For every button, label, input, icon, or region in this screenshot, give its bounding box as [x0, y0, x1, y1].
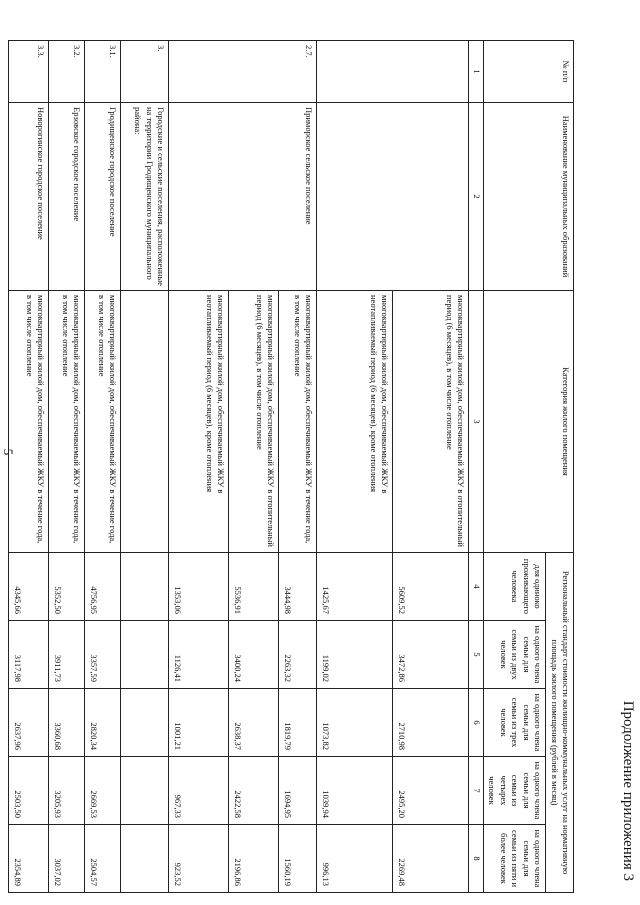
- housing-category: многоквартирный жилой дом, обеспечиваемый ЖКУ в отопительный период (6 месяцев), в том числе отопление: [229, 291, 279, 553]
- municipality-name: [393, 103, 469, 291]
- municipality-name: Гродищенское городское поселение: [85, 103, 121, 291]
- housing-category: многоквартирный жилой дом, обеспечиваемый ЖКУ в неотапливаемый период (6 месяцев), кроме отопления: [169, 291, 229, 553]
- value-cell: 3357,59: [85, 621, 121, 689]
- table-row: [279, 41, 317, 893]
- table-row: [121, 41, 169, 893]
- row-number: 3.2.: [49, 41, 85, 103]
- value-cell: 3911,73: [49, 621, 85, 689]
- rates-table: [8, 40, 574, 893]
- value-cell: 1126,41: [169, 621, 229, 689]
- header-sub: на одного члена семьи для семьи из пяти и более человек: [483, 825, 545, 893]
- value-cell: 5609,52: [393, 553, 469, 621]
- municipality-name: [229, 103, 279, 291]
- header-category: Категория жилого помещения: [483, 291, 573, 553]
- column-index: 1: [469, 41, 483, 103]
- municipality-name: Приморское сельское поселение: [279, 103, 317, 291]
- row-number: 3.: [121, 41, 169, 103]
- header-sub: на одного члена семьи для семьи из трех человек: [483, 689, 545, 757]
- municipality-name: Ерзовское городское поселение: [49, 103, 85, 291]
- value-cell: 2637,96: [9, 689, 49, 757]
- row-number: 2.7.: [279, 41, 317, 103]
- value-cell: 1199,02: [317, 621, 393, 689]
- table-row: [229, 41, 279, 893]
- value-cell: 2710,98: [393, 689, 469, 757]
- value-cell: 2196,86: [229, 825, 279, 893]
- row-number: [229, 41, 279, 103]
- value-cell: 3037,02: [49, 825, 85, 893]
- value-cell: 967,33: [169, 757, 229, 825]
- value-cell: 3472,86: [393, 621, 469, 689]
- value-cell: 2263,32: [279, 621, 317, 689]
- value-cell: 2638,37: [229, 689, 279, 757]
- value-cell: 3205,93: [49, 757, 85, 825]
- value-cell: 2504,57: [85, 825, 121, 893]
- header-sub: для одиноко проживающего человека: [483, 553, 545, 621]
- row-number: 3.1.: [85, 41, 121, 103]
- value-cell: 1560,19: [279, 825, 317, 893]
- column-index: 3: [469, 291, 483, 553]
- value-cell: 2669,53: [85, 757, 121, 825]
- value-cell: 2354,89: [9, 825, 49, 893]
- header-municipality: Наименование муниципальных образований: [483, 103, 573, 291]
- municipality-name: Городские и сельские поселения, расположенные на территории Гродищенского муниципального района:: [121, 103, 169, 291]
- value-cell: [121, 689, 169, 757]
- municipality-name: [169, 103, 229, 291]
- row-number: 3.3.: [9, 41, 49, 103]
- table-row: [317, 41, 393, 893]
- value-cell: 4345,66: [9, 553, 49, 621]
- value-cell: [121, 757, 169, 825]
- value-cell: 3444,98: [279, 553, 317, 621]
- value-cell: 3360,68: [49, 689, 85, 757]
- header-standard: Региональный стандарт стоимости жилищно-коммунальных услуг на нормативную площадь жилого помещения (рублей в месяц): [546, 553, 574, 893]
- municipality-name: Новорогинское городское поселение: [9, 103, 49, 291]
- table-row: [85, 41, 121, 893]
- housing-category: многоквартирный жилой дом, обеспечиваемый ЖКУ в неотапливаемый период (6 месяцев), кроме отопления: [317, 291, 393, 553]
- table-row: [393, 41, 469, 893]
- value-cell: [121, 553, 169, 621]
- row-number: [393, 41, 469, 103]
- value-cell: 1819,79: [279, 689, 317, 757]
- value-cell: 3117,98: [9, 621, 49, 689]
- housing-category: [121, 291, 169, 553]
- value-cell: 2495,20: [393, 757, 469, 825]
- column-index: 2: [469, 103, 483, 291]
- header-num: № п/п: [483, 41, 573, 103]
- value-cell: [121, 621, 169, 689]
- column-index: 4: [469, 553, 483, 621]
- table-row: [9, 41, 49, 893]
- row-number: [317, 41, 393, 103]
- value-cell: 5352,50: [49, 553, 85, 621]
- column-index: 8: [469, 825, 483, 893]
- column-index: 5: [469, 621, 483, 689]
- value-cell: [121, 825, 169, 893]
- value-cell: 1039,94: [317, 757, 393, 825]
- value-cell: 3400,24: [229, 621, 279, 689]
- value-cell: 996,13: [317, 825, 393, 893]
- value-cell: 4756,95: [85, 553, 121, 621]
- value-cell: 2269,48: [393, 825, 469, 893]
- header-sub: на одного члена семьи для семьи из четырех человек: [483, 757, 545, 825]
- value-cell: 1694,95: [279, 757, 317, 825]
- value-cell: 923,52: [169, 825, 229, 893]
- value-cell: 5536,91: [229, 553, 279, 621]
- appendix-title: Продолжение приложения 3: [620, 700, 636, 881]
- column-index-row: [469, 41, 483, 893]
- header-row-1: [546, 41, 574, 893]
- value-cell: 1073,82: [317, 689, 393, 757]
- housing-category: многоквартирный жилой дом, обеспечиваемый ЖКУ в течение года, в том числе отопление: [9, 291, 49, 553]
- housing-category: многоквартирный жилой дом, обеспечиваемый ЖКУ в течение года, в том числе отопление: [49, 291, 85, 553]
- header-sub: на одного члена семьи для семьи из двух человек: [483, 621, 545, 689]
- value-cell: 1001,21: [169, 689, 229, 757]
- value-cell: 1425,67: [317, 553, 393, 621]
- table-row: [49, 41, 85, 893]
- value-cell: 2422,58: [229, 757, 279, 825]
- page-number: 5: [1, 448, 16, 456]
- column-index: 6: [469, 689, 483, 757]
- row-number: [169, 41, 229, 103]
- municipality-name: [317, 103, 393, 291]
- housing-category: многоквартирный жилой дом, обеспечиваемый ЖКУ в течение года, в том числе отопление: [85, 291, 121, 553]
- housing-category: многоквартирный жилой дом, обеспечиваемый ЖКУ в отопительный период (6 месяцев), в том числе отопление: [393, 291, 469, 553]
- value-cell: 1353,06: [169, 553, 229, 621]
- housing-category: многоквартирный жилой дом, обеспечиваемый ЖКУ в течение года, в том числе отопление: [279, 291, 317, 553]
- value-cell: 2820,34: [85, 689, 121, 757]
- value-cell: 2503,50: [9, 757, 49, 825]
- column-index: 7: [469, 757, 483, 825]
- table-row: [169, 41, 229, 893]
